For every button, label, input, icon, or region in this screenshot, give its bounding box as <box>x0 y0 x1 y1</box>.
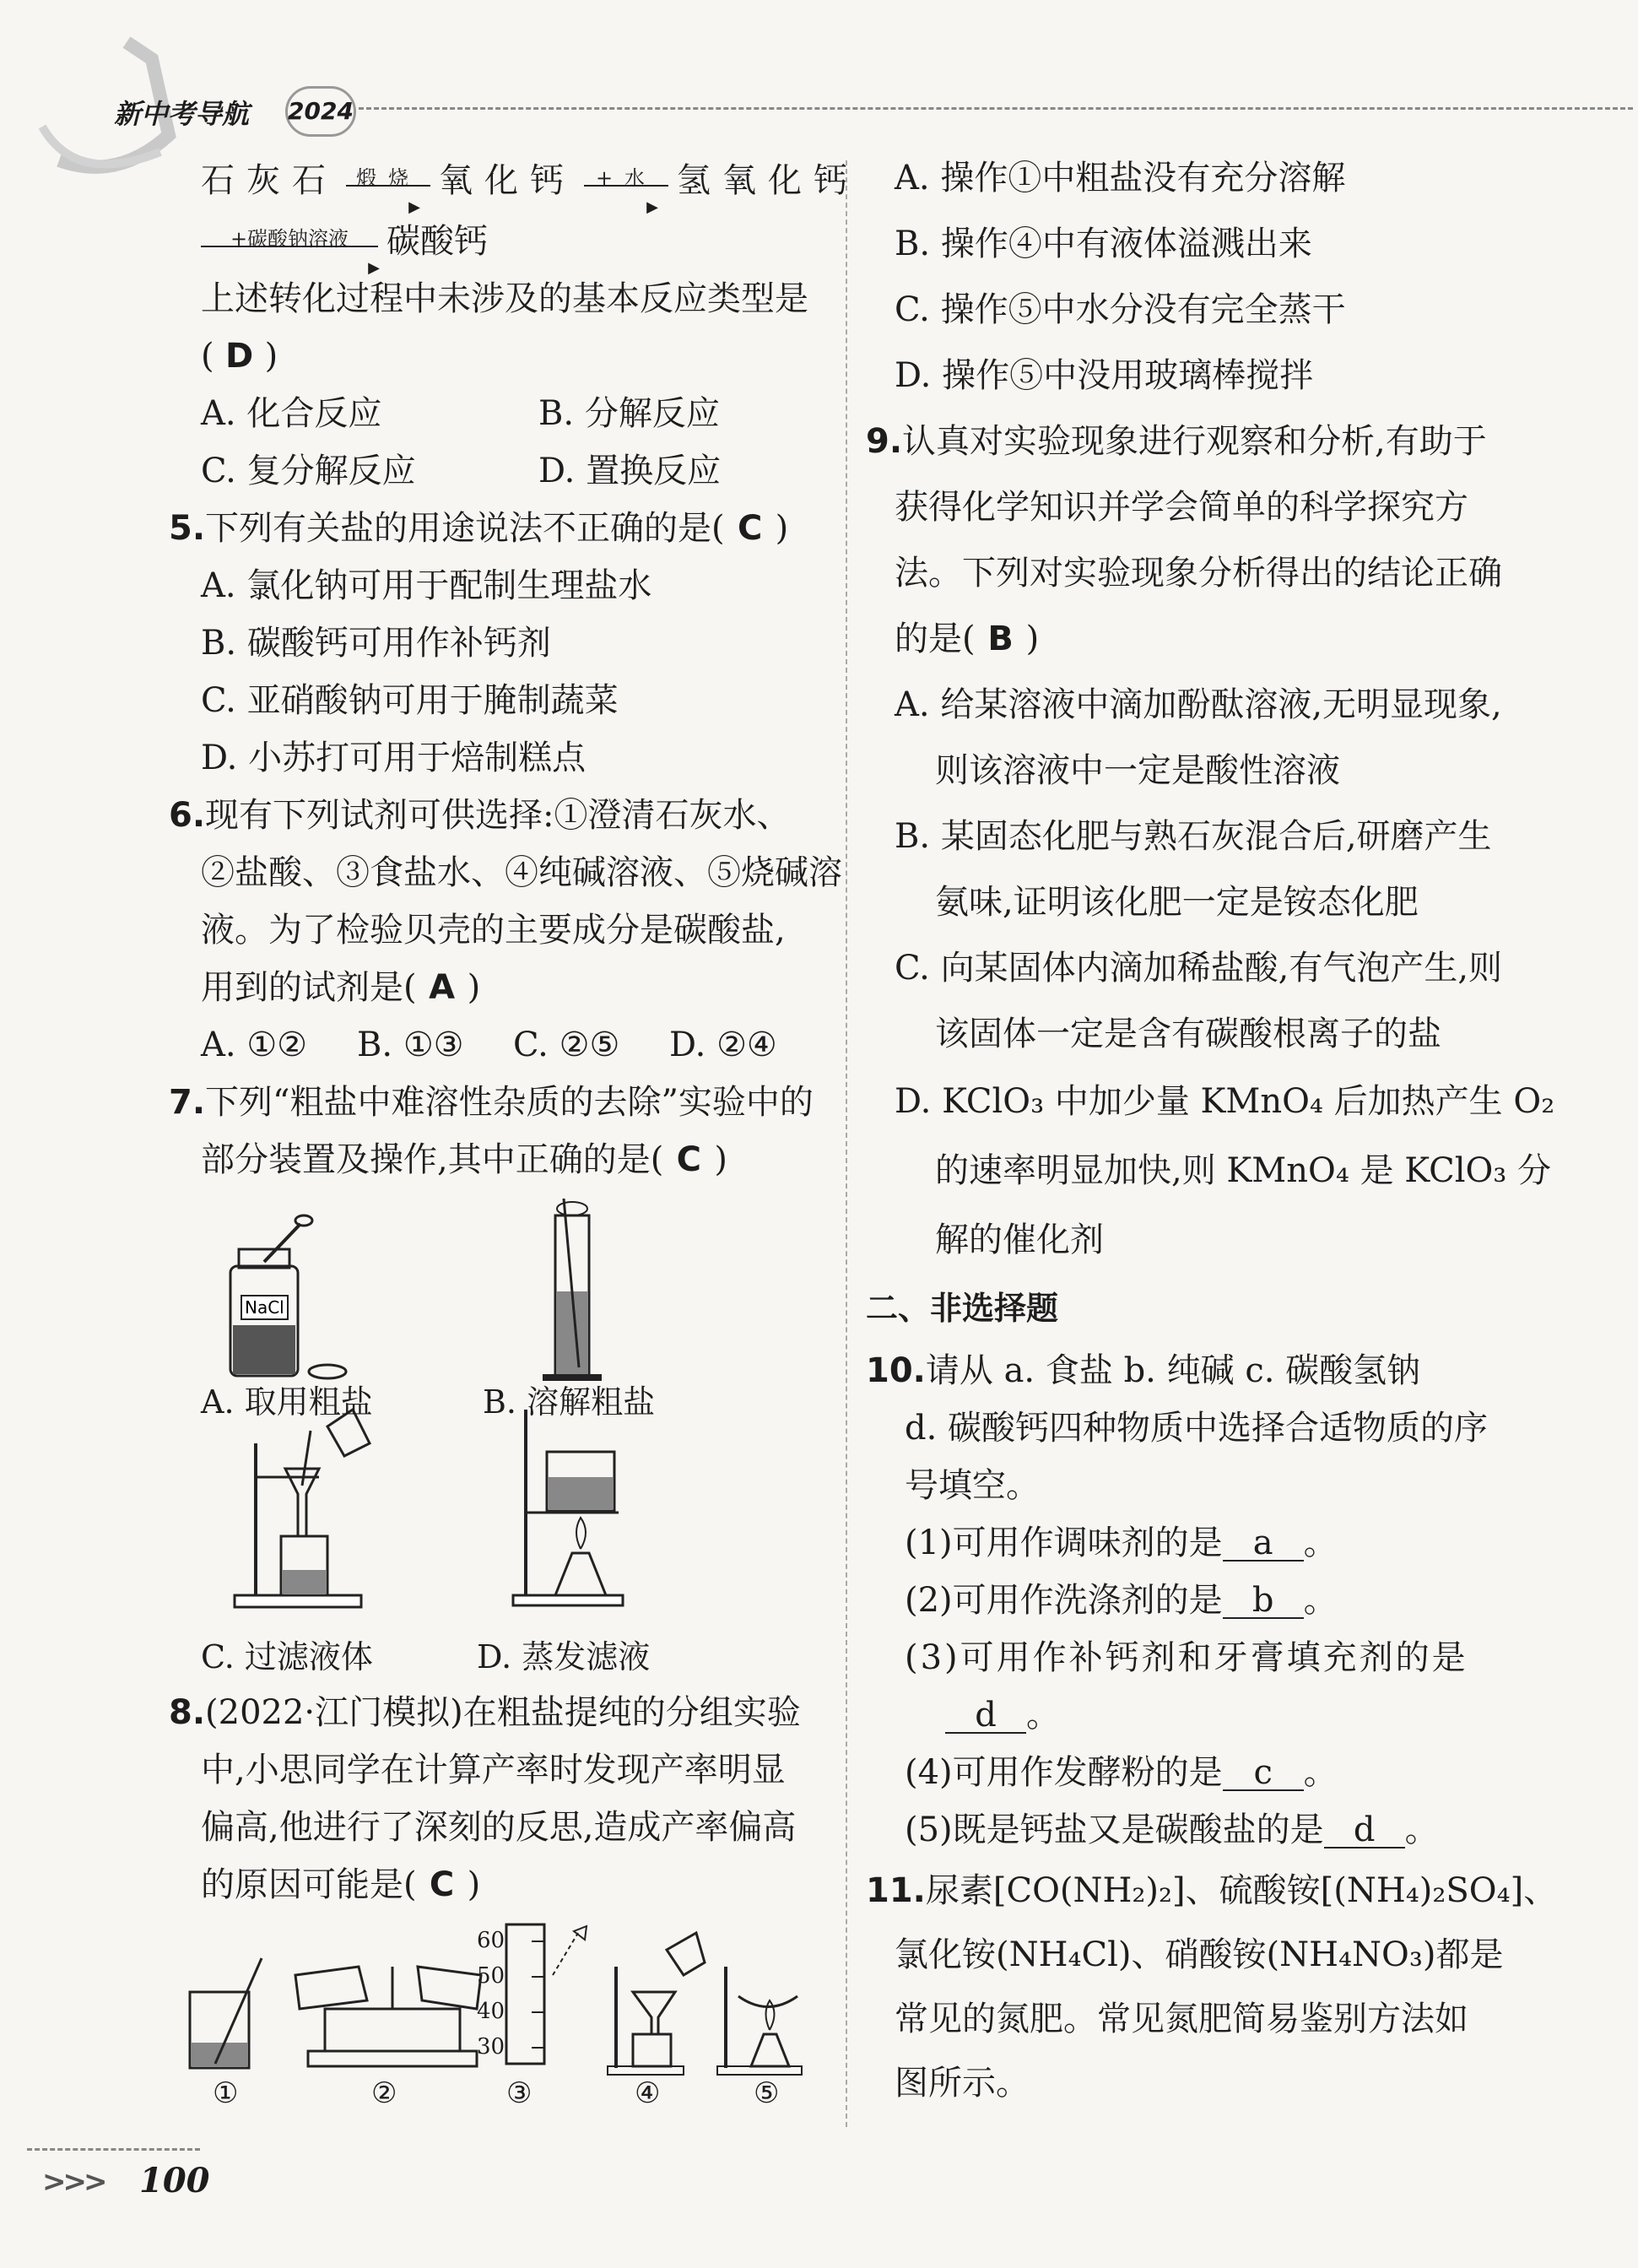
tick-label: 40 <box>477 1999 505 2024</box>
reaction-arrow: +水 ▶ <box>584 180 668 187</box>
q6-options: A. ①② B. ①③ C. ②⑤ D. ②④ <box>201 1026 777 1064</box>
measuring-cylinder-figure <box>506 1924 587 2064</box>
q5-stem: 5.下列有关盐的用途说法不正确的是( C ) <box>169 509 789 548</box>
q7-caption-a: A. 取用粗盐 <box>201 1383 373 1421</box>
q9-option-c: C. 向某固体内滴加稀盐酸,有气泡产生,则 <box>895 949 1503 988</box>
q8-caption-2: ② <box>371 2076 397 2110</box>
filtration-figure <box>235 1410 370 1607</box>
q6-line3: 液。为了检验贝壳的主要成分是碳酸盐, <box>201 911 786 950</box>
q9-option-b: B. 某固态化肥与熟石灰混合后,研磨产生 <box>895 817 1492 856</box>
tick-label: 30 <box>477 2034 505 2060</box>
q9-line3: 法。下列对实验现象分析得出的结论正确 <box>895 554 1502 593</box>
q8-caption-3: ③ <box>506 2076 532 2110</box>
q6-line1: 6.现有下列试剂可供选择:①澄清石灰水、 <box>169 796 791 835</box>
answer-blank: d <box>1324 1813 1405 1849</box>
q8-line4: 的原因可能是( C ) <box>201 1865 481 1904</box>
nacl-label: NaCl <box>245 1297 284 1318</box>
q9-option-c-cont: 该固体一定是含有碳酸根离子的盐 <box>935 1015 1441 1053</box>
tick-label: 60 <box>477 1928 505 1953</box>
q5-option-b: B. 碳酸钙可用作补钙剂 <box>201 624 551 663</box>
answer-blank: a <box>1223 1526 1304 1562</box>
q9-line1: 9.认真对实验现象进行观察和分析,有助于 <box>866 422 1487 461</box>
q4-options-cd: C. 复分解反应 D. 置换反应 <box>201 452 722 490</box>
q8-option-c: C. 操作⑤中水分没有完全蒸干 <box>895 290 1346 329</box>
q10-line2: d. 碳酸钙四种物质中选择合适物质的序 <box>905 1409 1489 1448</box>
graduated-cylinder-figure <box>543 1199 602 1381</box>
q6-line2: ②盐酸、③食盐水、④纯碱溶液、⑤烧碱溶 <box>201 853 842 892</box>
q9-option-b-cont: 氨味,证明该化肥一定是铵态化肥 <box>935 883 1419 922</box>
q10-line1: 10.请从 a. 食盐 b. 纯碱 c. 碳酸氢钠 <box>866 1351 1421 1390</box>
reagent-jar-figure <box>230 1215 346 1378</box>
q8-option-b: B. 操作④中有液体溢溅出来 <box>895 225 1312 263</box>
q11-line3: 常见的氮肥。常见氮肥简易鉴别方法如 <box>895 2000 1468 2038</box>
footer-arrows: >>> <box>42 2165 105 2199</box>
q10-part3-answer: d 。 <box>895 1686 1553 1744</box>
q9-option-d-cont: 的速率明显加快,则 KMnO₄ 是 KClO₃ 分 <box>935 1151 1552 1190</box>
header-year: 2024 <box>285 86 356 137</box>
q11-line1: 11.尿素[CO(NH₂)₂]、硫酸铵[(NH₄)₂SO₄]、 <box>866 1871 1558 1910</box>
q10-part1: (1)可用作调味剂的是 a 。 <box>905 1524 1338 1562</box>
q7-caption-b: B. 溶解粗盐 <box>483 1383 656 1421</box>
q4-options-ab: A. 化合反应 B. 分解反应 <box>201 394 720 433</box>
reaction-arrow: 煅烧 ▶ <box>346 180 430 187</box>
q8-option-a: A. 操作①中粗盐没有充分溶解 <box>895 159 1346 198</box>
q8-option-d: D. 操作⑤中没用玻璃棒搅拌 <box>895 356 1314 395</box>
evaporating-dish-figure <box>717 1967 802 2075</box>
answer-blank: b <box>1223 1583 1304 1619</box>
q9-line2: 获得化学知识并学会简单的科学探究方 <box>895 488 1468 527</box>
page-number: 100 <box>139 2161 210 2200</box>
q7-caption-c: C. 过滤液体 <box>201 1638 373 1675</box>
q4-reaction-chain: 石灰石 煅烧 ▶ 氧化钙 +水 ▶ 氢氧化钙 <box>201 161 859 216</box>
q5-option-d: D. 小苏打可用于焙制糕点 <box>201 739 587 777</box>
q10-part2: (2)可用作洗涤剂的是 b 。 <box>905 1581 1338 1620</box>
reaction-arrow: +碳酸钠溶液 ▶ <box>201 241 378 247</box>
q8-line1: 8.(2022·江门模拟)在粗盐提纯的分组实验 <box>169 1693 801 1732</box>
header-rule <box>359 107 1633 110</box>
q7-line2: 部分装置及操作,其中正确的是( C ) <box>201 1140 727 1179</box>
header-brand: 新中考导航 <box>114 98 250 130</box>
q9-line4: 的是( B ) <box>895 620 1040 658</box>
q9-option-a: A. 给某溶液中滴加酚酞溶液,无明显现象, <box>895 685 1502 724</box>
q10-line3: 号填空。 <box>905 1466 1040 1505</box>
balance-figure <box>295 1967 481 2066</box>
q9-option-d-cont2: 解的催化剂 <box>935 1221 1104 1259</box>
q4-answer: ( D ) <box>201 337 278 376</box>
answer-blank: c <box>1223 1756 1304 1791</box>
q10-part4: (4)可用作发酵粉的是 c 。 <box>905 1753 1338 1792</box>
footer-rule <box>27 2148 200 2151</box>
q8-stem <box>169 1684 835 1913</box>
tick-label: 50 <box>477 1963 505 1989</box>
q6-line4: 用到的试剂是( A ) <box>201 968 481 1007</box>
filter-figure <box>608 1933 705 2075</box>
evaporation-figure <box>513 1410 623 1605</box>
q8-line2: 中,小思同学在计算产率时发现产率明显 <box>201 1751 786 1789</box>
q8-scale-ticks <box>477 1923 505 2065</box>
q10-part5: (5)既是钙盐又是碳酸盐的是 d 。 <box>905 1811 1439 1849</box>
q4-stem: 上述转化过程中未涉及的基本反应类型是 <box>201 279 808 318</box>
q11-line2: 氯化铵(NH₄Cl)、硝酸铵(NH₄NO₃)都是 <box>895 1935 1504 1974</box>
q8-caption-5: ⑤ <box>754 2076 780 2110</box>
section-heading: 二、非选择题 <box>866 1290 1059 1327</box>
q5-option-c: C. 亚硝酸钠可用于腌制蔬菜 <box>201 681 619 720</box>
left-column <box>169 152 859 1188</box>
q9-option-a-cont: 则该溶液中一定是酸性溶液 <box>935 751 1340 790</box>
q5-option-a: A. 氯化钠可用于配制生理盐水 <box>201 566 652 605</box>
q9-option-d: D. KClO₃ 中加少量 KMnO₄ 后加热产生 O₂ <box>895 1082 1555 1121</box>
q10-part3: (3)可用作补钙剂和牙膏填充剂的是 <box>905 1638 1468 1677</box>
q8-figures <box>181 1916 840 2076</box>
right-column <box>866 145 1558 2115</box>
q4-reaction-chain-2: +碳酸钠溶液 ▶ 碳酸钙 <box>201 213 834 270</box>
q7-caption-d: D. 蒸发滤液 <box>477 1638 651 1675</box>
q7-line1: 7.下列“粗盐中难溶性杂质的去除”实验中的 <box>169 1083 814 1122</box>
q8-caption-4: ④ <box>635 2076 661 2110</box>
q8-caption-1: ① <box>213 2076 239 2110</box>
q11-line4: 图所示。 <box>895 2064 1030 2103</box>
answer-blank: d <box>945 1698 1026 1734</box>
q8-line3: 偏高,他进行了深刻的反思,造成产率偏高 <box>201 1808 797 1847</box>
beaker-stir-figure <box>190 1958 262 2068</box>
